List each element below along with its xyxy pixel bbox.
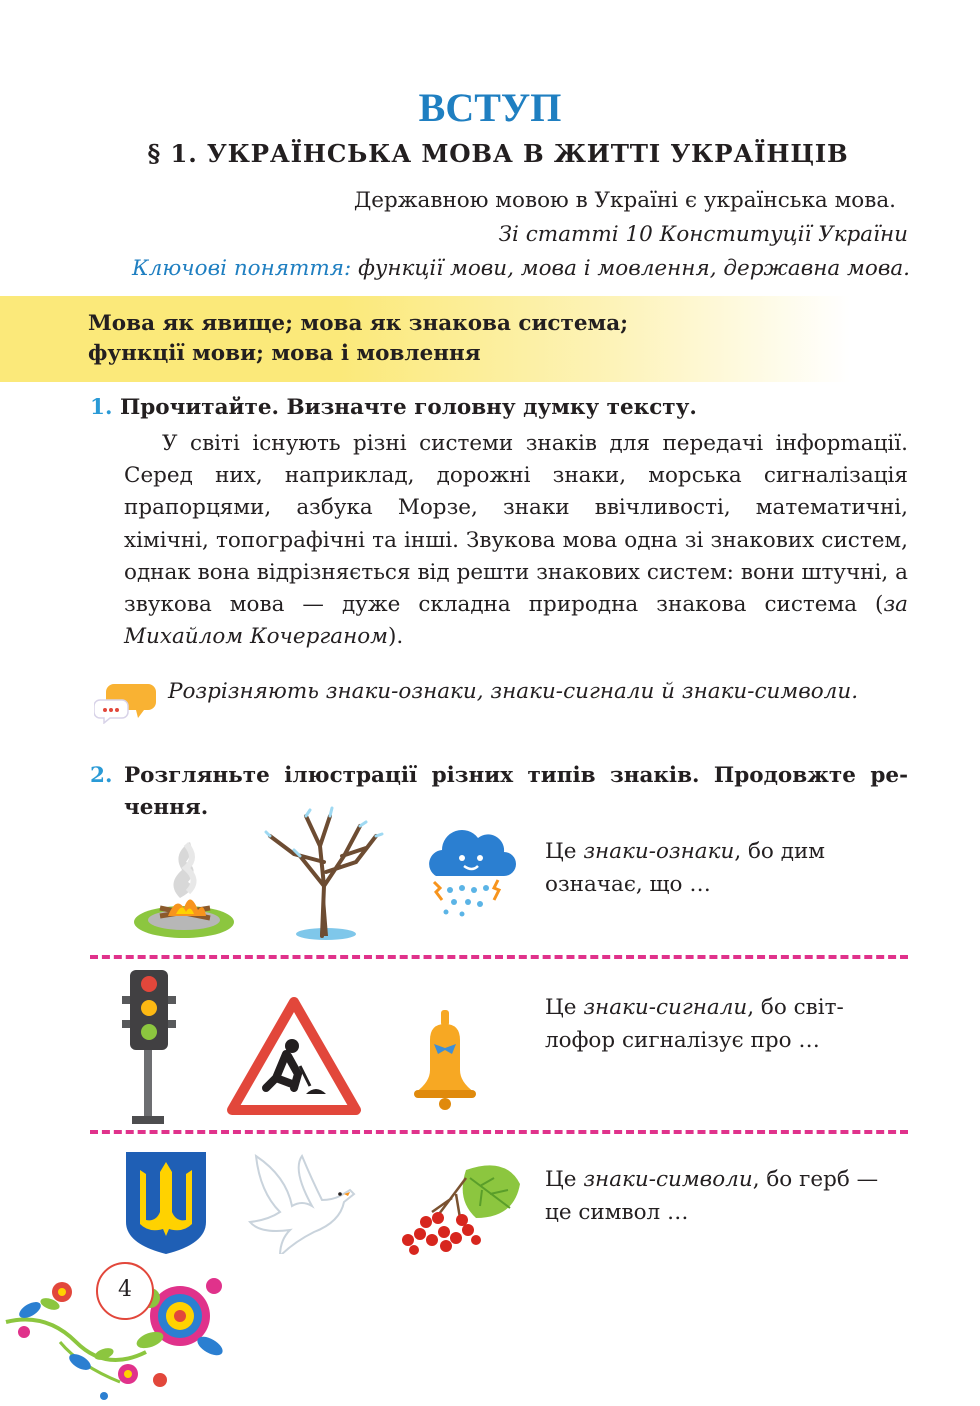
row-1-rest: , бо дим (734, 839, 825, 864)
row-3-rest: , бо герб — (752, 1167, 879, 1192)
section-title: ВСТУП (418, 85, 562, 130)
exercise-1-text (124, 428, 908, 653)
row-1-caption-line-2: означає, що … (545, 871, 711, 897)
row-2-term: знаки-сигнали (583, 995, 748, 1020)
epigraph-source: Зі статті 10 Конституції України (498, 222, 908, 247)
exercise-2-number-wrap (90, 760, 112, 792)
exercise-2-task: Розгляньте ілюстрації різних типів знаків. Продовжте речення. (124, 763, 908, 820)
row-3-term: знаки-символи (583, 1167, 753, 1192)
row-2-rest: , бо світ- (747, 995, 844, 1020)
divider-1 (90, 955, 908, 959)
topic-line-1: Мова як явище; мова як знакова система; (88, 311, 629, 336)
row-2-caption-line-2: лофор сигналізує про … (545, 1027, 820, 1053)
divider-2 (90, 1130, 908, 1134)
speech-bubbles-icon (94, 680, 158, 724)
row-1-caption-line-1 (545, 836, 825, 869)
text-main: У світі існують різні системи знаків для передачі інфорmації. Серед них, наприклад, дорожні знаки, морська сигналізація прапорцями, азбука Морзе, знаки ввічливості, математичні, хімічні, топографічні та інші. Звукова мова одна зі знакових систем, однак вона відрізняється від решти знакових систем: вони штучні, а звукова мова — дуже складна природна знакова система ( (124, 431, 908, 618)
bell-icon (412, 1008, 478, 1114)
trident-coat-of-arms-icon (122, 1148, 210, 1258)
row-1-prefix: Це (545, 839, 584, 864)
row-3-caption-line-2: це символ … (545, 1199, 689, 1225)
row-1-term: знаки-ознаки (583, 839, 735, 864)
row-3-caption (545, 1164, 878, 1229)
row-3-prefix: Це (545, 1167, 584, 1192)
row-3-caption-line-1 (545, 1164, 878, 1197)
exercise-1-heading (90, 392, 697, 424)
row-2-caption-line-1 (545, 992, 844, 1025)
row-2-prefix: Це (545, 995, 584, 1020)
epigraph-quote: Державною мовою в Україні є українська мова. (353, 188, 896, 213)
text-author: за Михайлом Кочерганом (124, 592, 908, 650)
frozen-tree-icon (264, 802, 390, 942)
page-number: 4 (96, 1262, 154, 1320)
road-works-sign-icon (226, 996, 362, 1118)
campfire-smoke-icon (130, 832, 238, 942)
paragraph-title: § 1. УКРАЇНСЬКА МОВА В ЖИТТІ УКРАЇНЦІВ (147, 139, 849, 168)
exercise-1-task: Прочитайте. Визначте головну думку тексту. (112, 395, 697, 420)
exercise-2-number: 2. (90, 763, 113, 788)
key-concepts-text: функції мови, мова і мовлення, державна мова. (351, 256, 910, 281)
rain-cloud-icon (422, 824, 520, 924)
exercise-1-number: 1. (90, 395, 113, 420)
key-concepts (132, 254, 910, 284)
key-concepts-label: Ключові поняття: (132, 256, 352, 281)
topic-line-2: функції мови; мова і мовлення (88, 341, 481, 366)
row-1-caption (545, 836, 825, 901)
traffic-light-icon (116, 966, 182, 1126)
note-text: Розрізняють знаки-ознаки, знаки-сигнали й знаки-символи. (168, 679, 859, 704)
white-dove-icon (246, 1150, 384, 1254)
viburnum-berries-icon (396, 1160, 524, 1258)
row-2-caption (545, 992, 844, 1057)
text-end: ). (388, 624, 404, 650)
